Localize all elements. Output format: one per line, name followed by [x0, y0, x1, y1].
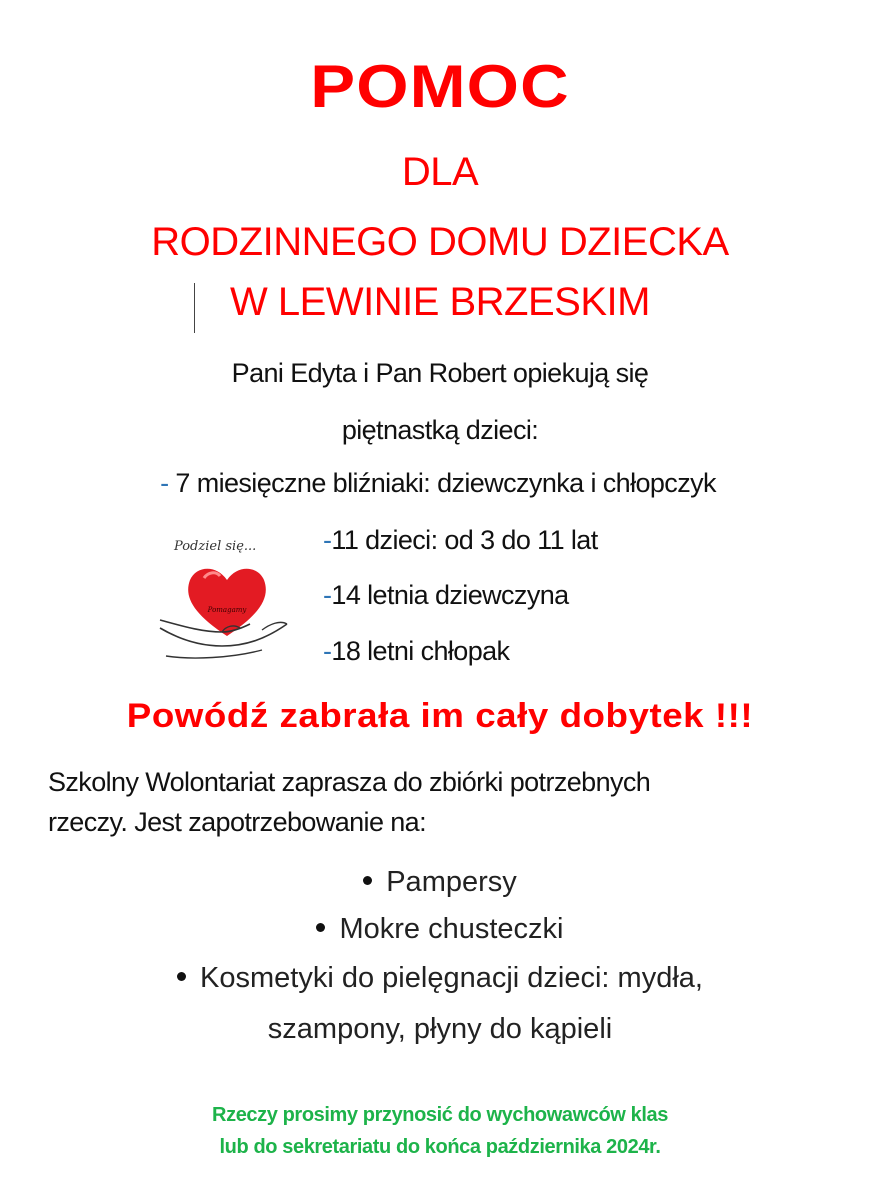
- title-line-dla: DLA: [401, 150, 479, 194]
- intro-line-1: Pani Edyta i Pan Robert opiekują się: [231, 358, 649, 388]
- svg-text:Pomagamy: Pomagamy: [207, 606, 247, 614]
- children-item: [323, 525, 598, 556]
- appeal-paragraph: [48, 762, 848, 842]
- needs-item: [0, 962, 880, 995]
- intro-line-3: [0, 468, 878, 499]
- title-line-location: W LEWINIE BRZESKIM: [230, 280, 650, 324]
- needs-item-continuation: szampony, płyny do kąpieli: [267, 1013, 613, 1045]
- appeal-line-2: rzeczy. Jest zapotrzebowanie na:: [48, 807, 426, 837]
- appeal-line-1: Szkolny Wolontariat zaprasza do zbiórki potrzebnych: [48, 767, 651, 797]
- intro-line-2: piętnastką dzieci:: [341, 415, 539, 445]
- children-item-text: 11 dzieci: od 3 do 11 lat: [331, 525, 598, 555]
- children-item-text: 18 letni chłopak: [331, 636, 510, 666]
- dash-marker: -: [323, 525, 332, 555]
- needs-item-text: Mokre chusteczki: [339, 913, 564, 945]
- footer-line-1: Rzeczy prosimy przynosić do wychowawców klas: [212, 1104, 668, 1126]
- twins-text: 7 miesięczne bliźniaki: dziewczynka i chłopczyk: [175, 468, 716, 498]
- dash-marker: -: [160, 468, 176, 498]
- needs-item-text: Kosmetyki do pielęgnacji dzieci: mydła,: [200, 962, 703, 994]
- heart-hand-logo: [152, 528, 302, 663]
- bullet-icon: [177, 972, 186, 981]
- children-item: [323, 636, 509, 667]
- children-item-text: 14 letnia dziewczyna: [331, 580, 569, 610]
- title-line-home: RODZINNEGO DOMU DZIECKA: [151, 220, 729, 264]
- children-item: [323, 580, 569, 611]
- dash-marker: -: [323, 580, 332, 610]
- svg-text:Podziel się...: Podziel się...: [174, 539, 257, 554]
- dash-marker: -: [323, 636, 332, 666]
- footer-line-2: lub do sekretariatu do końca października 2024r.: [219, 1136, 661, 1158]
- poster-title: POMOC: [310, 53, 570, 120]
- needs-item-text: Pampersy: [386, 866, 517, 898]
- bullet-icon: [316, 923, 325, 932]
- bullet-icon: [363, 876, 372, 885]
- needs-item: [0, 913, 880, 946]
- flood-heading: Powódź zabrała im cały dobytek !!!: [126, 697, 754, 735]
- needs-item: [0, 866, 880, 899]
